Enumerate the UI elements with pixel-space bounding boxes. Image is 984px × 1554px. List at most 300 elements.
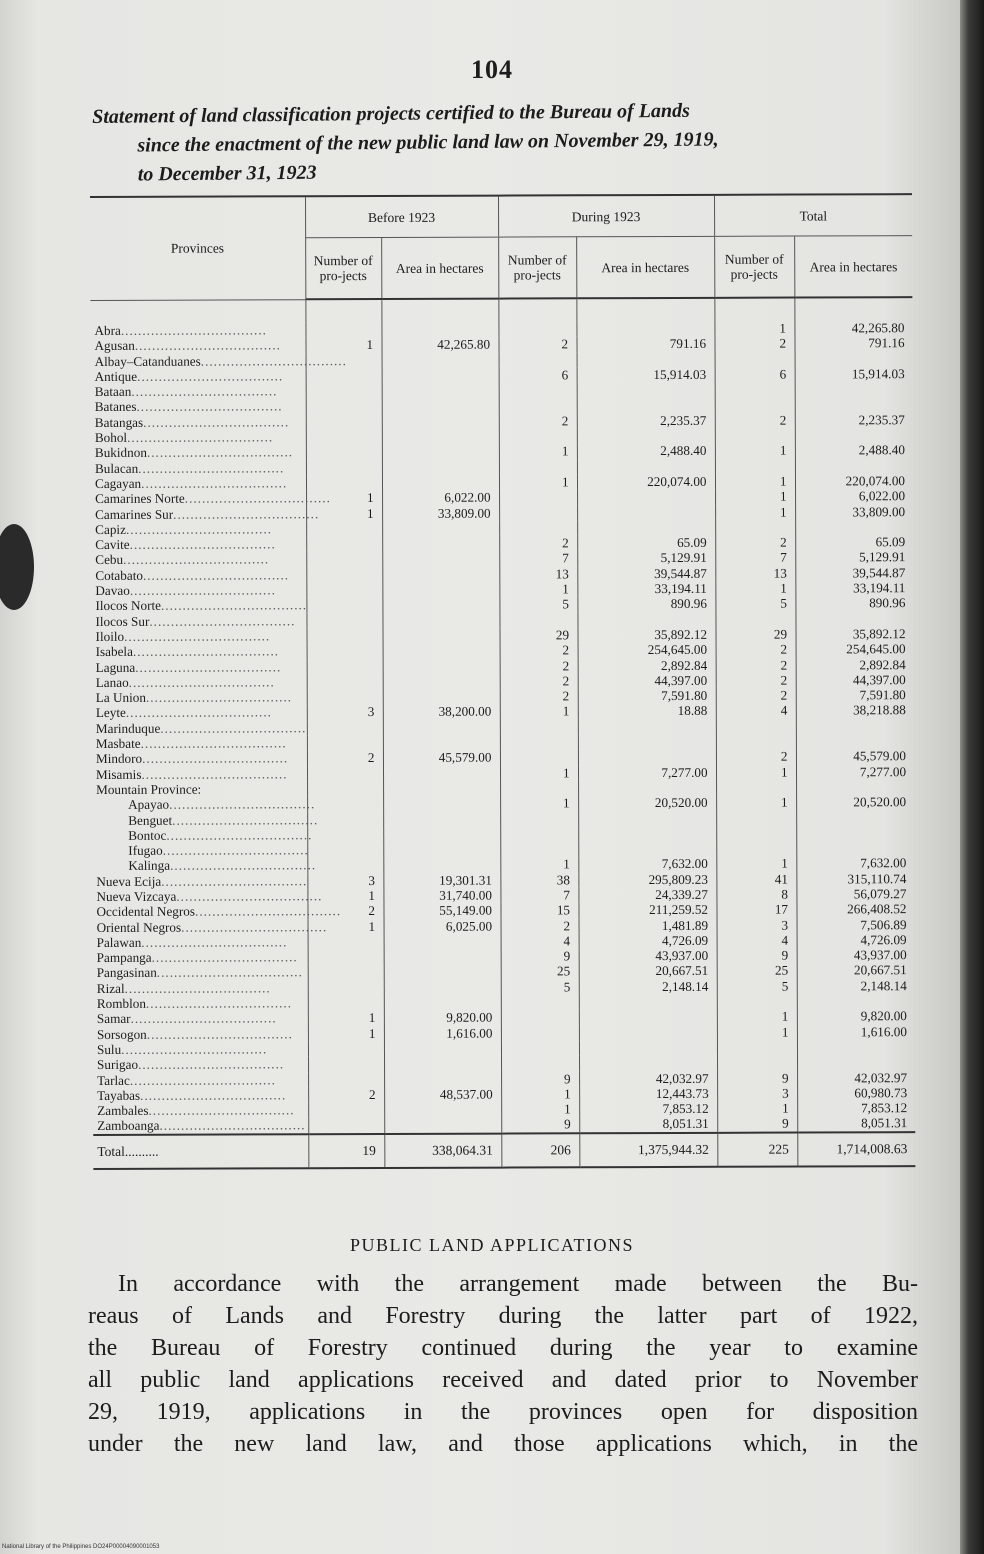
cell-total-area: 5,129.91: [795, 550, 913, 566]
cell-during-area: [577, 520, 715, 536]
cell-total-area: 20,667.51: [797, 963, 915, 979]
cell-during-area: [578, 826, 716, 842]
cell-during-projects: [500, 719, 578, 735]
province-name: Mountain Province:: [96, 781, 202, 797]
total-label: Total..........: [93, 1134, 308, 1169]
cell-during-area: [576, 321, 714, 337]
cell-before-area: [384, 964, 501, 980]
cell-before-area: 6,022.00: [382, 490, 499, 506]
cell-total-projects: [715, 382, 795, 398]
cell-before-projects: [306, 368, 382, 384]
cell-total-area: 42,265.80: [794, 320, 912, 336]
cell-total-projects: 2: [715, 412, 795, 428]
cell-during-area: 7,853.12: [579, 1101, 717, 1117]
cell-total-area: [795, 381, 913, 397]
cell-before-projects: [307, 781, 383, 797]
cell-during-area: 20,520.00: [578, 795, 716, 811]
cell-total-area: 33,809.00: [795, 504, 913, 520]
cell-during-projects: [499, 352, 577, 368]
cell-total-projects: 2: [715, 535, 795, 551]
cell-before-area: [382, 383, 499, 399]
cell-total-area: 7,591.80: [796, 687, 914, 703]
section-title: PUBLIC LAND APPLICATIONS: [349, 1235, 635, 1255]
cell-total-projects: 2: [716, 657, 796, 673]
cell-during-area: [578, 749, 716, 765]
cell-total-projects: [715, 458, 795, 474]
province-name: Rizal..................................: [96, 980, 271, 996]
total-row: [93, 1132, 915, 1169]
total-before-area: 338,064.31: [384, 1133, 501, 1167]
cell-during-projects: [501, 1056, 579, 1072]
cell-before-area: [382, 352, 499, 368]
cell-before-area: [382, 459, 499, 475]
cell-before-area: [384, 995, 501, 1011]
cell-during-projects: 2: [500, 673, 578, 689]
cell-during-projects: [499, 459, 577, 475]
header-before-1923: Before 1923: [305, 196, 498, 238]
province-name: Capiz..................................: [95, 521, 273, 537]
cell-during-area: 44,397.00: [578, 673, 716, 689]
cell-before-area: [382, 536, 499, 552]
cell-total-projects: [715, 428, 795, 444]
cell-during-area: [577, 504, 715, 520]
cell-before-projects: [307, 643, 383, 659]
province-name: Bukidnon..................................: [94, 444, 294, 461]
cell-total-projects: 7: [715, 550, 795, 566]
cell-during-projects: 29: [500, 627, 578, 643]
cell-before-projects: [308, 1056, 384, 1072]
cell-before-area: [384, 1041, 501, 1057]
cell-total-projects: [717, 1055, 797, 1071]
cell-total-projects: 2: [715, 336, 795, 352]
province-name: Mindoro..................................: [95, 750, 289, 767]
cell-total-area: 35,892.12: [796, 626, 914, 642]
cell-before-projects: 1: [306, 490, 382, 506]
cell-during-projects: 5: [501, 979, 579, 995]
cell-before-area: 33,809.00: [382, 505, 499, 521]
cell-during-area: [577, 489, 715, 505]
cell-before-projects: [308, 934, 384, 950]
province-name: Pangasinan..................................: [96, 964, 303, 981]
province-name: Bataan..................................: [94, 383, 278, 400]
cell-total-projects: [715, 519, 795, 535]
cell-during-projects: 2: [500, 643, 578, 659]
province-name: Occidental Negros..................................: [96, 903, 342, 920]
cell-during-area: 33,194.11: [577, 581, 715, 597]
cell-during-area: 295,809.23: [578, 872, 716, 888]
cell-during-projects: 7: [499, 551, 577, 567]
cell-total-area: [796, 718, 914, 734]
cell-during-area: 12,443.73: [579, 1086, 717, 1102]
cell-before-area: 19,301.31: [383, 872, 500, 888]
cell-during-projects: [501, 1025, 579, 1041]
cell-before-projects: 2: [307, 750, 383, 766]
cell-during-projects: 9: [501, 1117, 579, 1134]
cell-before-area: [382, 520, 499, 536]
province-name: Ilocos Norte..................................: [95, 597, 308, 614]
cell-before-area: 1,616.00: [384, 1025, 501, 1041]
cell-total-area: 20,520.00: [796, 794, 914, 810]
cell-during-area: 7,632.00: [578, 856, 716, 872]
cell-during-area: [579, 1040, 717, 1056]
cell-during-area: [579, 1055, 717, 1071]
cell-total-projects: 1: [717, 1009, 797, 1025]
cell-total-area: [795, 611, 913, 627]
paragraph-line: 29, 1919, applications in the provinces open for disposition: [88, 1399, 918, 1425]
cell-before-projects: [307, 735, 383, 751]
cell-total-projects: 9: [717, 1070, 797, 1086]
province-name: Surigao..................................: [97, 1056, 285, 1073]
cell-total-projects: 1: [716, 764, 796, 780]
province-name: Nueva Ecija..................................: [96, 872, 308, 889]
cell-before-area: [381, 322, 498, 338]
header-number-of-projects: Number of pro-jects: [305, 237, 381, 299]
province-name: Camarines Sur..................................: [95, 505, 320, 522]
cell-during-projects: [500, 780, 578, 796]
cell-before-projects: 3: [307, 704, 383, 720]
cell-total-projects: 1: [715, 581, 795, 597]
cell-total-projects: [716, 810, 796, 826]
cell-during-area: 24,339.27: [578, 887, 716, 903]
cell-total-projects: 13: [715, 565, 795, 581]
cell-total-projects: 1: [717, 1101, 797, 1117]
province-name: Apayao..................................: [128, 796, 316, 813]
cell-total-area: [795, 458, 913, 474]
cell-before-projects: 2: [308, 1087, 384, 1103]
cell-during-area: 890.96: [577, 596, 715, 612]
cell-total-projects: 1: [716, 856, 796, 872]
province-name: Palawan..................................: [96, 934, 288, 950]
cell-before-area: [383, 643, 500, 659]
province-name: Misamis..................................: [95, 765, 288, 782]
cell-before-area: [383, 811, 500, 827]
cell-before-projects: 2: [307, 903, 383, 919]
province-name: Bontoc..................................: [128, 827, 313, 843]
cell-before-projects: [307, 674, 383, 690]
cell-before-projects: [306, 536, 382, 552]
cell-before-area: [383, 826, 500, 842]
cell-during-projects: [499, 428, 577, 444]
cell-during-projects: 1: [500, 704, 578, 720]
cell-during-projects: [499, 398, 577, 414]
cell-during-area: 18.88: [578, 703, 716, 719]
cell-before-projects: [308, 1041, 384, 1057]
cell-total-area: [797, 1039, 915, 1055]
cell-before-area: [382, 582, 499, 598]
cell-total-area: 315,110.74: [796, 871, 914, 887]
header-during-1923: During 1923: [498, 195, 714, 237]
province-name: Isabela..................................: [95, 643, 280, 660]
cell-during-area: [578, 841, 716, 857]
cell-during-area: 4,726.09: [579, 933, 717, 949]
cell-before-area: [384, 1102, 501, 1118]
cell-total-area: 44,397.00: [796, 672, 914, 688]
cell-before-projects: [306, 521, 382, 537]
cell-during-area: [579, 1024, 717, 1040]
cell-before-area: [383, 689, 500, 705]
cell-during-projects: [501, 1040, 579, 1056]
cell-during-area: 43,937.00: [579, 948, 717, 964]
cell-total-area: 38,218.88: [796, 703, 914, 719]
cell-total-projects: 3: [717, 1085, 797, 1101]
cell-before-area: [384, 1071, 501, 1087]
cell-during-projects: 1: [501, 1086, 579, 1102]
cell-during-projects: [499, 520, 577, 536]
province-name: Batangas..................................: [94, 414, 290, 430]
cell-during-projects: 5: [499, 597, 577, 613]
page-number: 104: [471, 55, 513, 84]
cell-during-area: [578, 719, 716, 735]
cell-before-projects: [306, 414, 382, 430]
cell-before-area: [384, 933, 501, 949]
cell-total-projects: [717, 1039, 797, 1055]
province-name: Bohol..................................: [94, 429, 274, 446]
cell-before-projects: 1: [308, 1010, 384, 1026]
province-name: Masbate..................................: [95, 735, 287, 751]
header-number-of-projects: Number of pro-jects: [714, 236, 794, 298]
cell-total-area: 9,820.00: [797, 1008, 915, 1024]
cell-before-projects: [307, 827, 383, 843]
cell-during-projects: [501, 994, 579, 1010]
cell-total-projects: 17: [716, 902, 796, 918]
cell-before-projects: [306, 567, 382, 583]
cell-during-area: 211,259.52: [578, 902, 716, 918]
cell-total-area: [796, 840, 914, 856]
cell-during-area: 2,235.37: [577, 413, 715, 429]
table-body: [90, 297, 915, 1135]
cell-total-area: [796, 733, 914, 749]
cell-during-projects: 2: [499, 413, 577, 429]
province-name: Tarlac..................................: [97, 1071, 276, 1088]
header-total: Total: [714, 194, 912, 236]
page-binding-edge: [960, 0, 984, 1554]
cell-total-projects: [716, 718, 796, 734]
paragraph-line: all public land applications received and dated prior to November: [88, 1367, 918, 1393]
province-name: Laguna..................................: [95, 658, 282, 675]
cell-during-area: [579, 1009, 717, 1025]
cell-total-area: 8,051.31: [797, 1116, 915, 1133]
cell-before-projects: [308, 1102, 384, 1118]
cell-before-projects: 1: [308, 919, 384, 935]
cell-total-area: 1,616.00: [797, 1024, 915, 1040]
cell-before-area: [382, 551, 499, 567]
province-name: Ilocos Sur..................................: [95, 612, 296, 629]
cell-during-projects: 2: [500, 688, 578, 704]
paragraph-line: under the new land law, and those applications which, in the: [88, 1431, 918, 1457]
cell-total-projects: [716, 825, 796, 841]
province-name: Kalinga..................................: [128, 857, 317, 874]
cell-during-area: 254,645.00: [578, 642, 716, 658]
cell-total-projects: 3: [717, 917, 797, 933]
paragraph-line: reaus of Lands and Forestry during the latter part of 1922,: [88, 1303, 918, 1329]
cell-before-area: [382, 444, 499, 460]
cell-before-area: 42,265.80: [381, 337, 498, 353]
cell-during-area: 5,129.91: [577, 550, 715, 566]
cell-before-area: [384, 1056, 501, 1072]
province-name: Leyte..................................: [95, 704, 272, 721]
cell-during-area: 2,148.14: [579, 979, 717, 995]
cell-during-projects: 13: [499, 566, 577, 582]
cell-before-projects: [306, 582, 382, 598]
cell-during-projects: 1: [499, 581, 577, 597]
cell-during-area: [577, 428, 715, 444]
cell-total-projects: 1: [714, 321, 794, 337]
cell-during-projects: 1: [501, 1101, 579, 1117]
header-provinces: Provinces: [90, 196, 305, 300]
cell-during-area: 220,074.00: [577, 474, 715, 490]
cell-total-projects: 4: [716, 703, 796, 719]
cell-total-projects: 25: [717, 963, 797, 979]
cell-before-area: 9,820.00: [384, 1010, 501, 1026]
cell-before-area: [382, 475, 499, 491]
cell-total-projects: 8: [716, 887, 796, 903]
cell-before-area: [382, 413, 499, 429]
cell-before-area: [383, 857, 500, 873]
cell-before-projects: [307, 689, 383, 705]
province-name: Cebu..................................: [95, 551, 270, 568]
cell-total-projects: 1: [715, 489, 795, 505]
province-name: Ifugao..................................: [128, 842, 309, 858]
cell-total-area: 220,074.00: [795, 473, 913, 489]
cell-total-area: [796, 779, 914, 795]
cell-before-area: 38,200.00: [383, 704, 500, 720]
cell-before-area: [382, 566, 499, 582]
cell-before-area: [382, 367, 499, 383]
cell-during-projects: 1: [500, 765, 578, 781]
header-area-hectares: Area in hectares: [381, 237, 498, 299]
cell-total-projects: 2: [716, 672, 796, 688]
cell-during-area: 791.16: [577, 336, 715, 352]
cell-total-projects: [716, 734, 796, 750]
cell-total-projects: 1: [717, 1024, 797, 1040]
province-name: Bulacan..................................: [94, 459, 285, 476]
cell-total-projects: [716, 779, 796, 795]
cell-before-area: [384, 949, 501, 965]
cell-during-projects: [500, 811, 578, 827]
cell-total-area: [795, 519, 913, 535]
cell-before-area: 31,740.00: [383, 888, 500, 904]
province-name: Sorsogon..................................: [96, 1025, 293, 1042]
cell-total-projects: 6: [715, 366, 795, 382]
cell-total-projects: [715, 351, 795, 367]
province-name: Zambales..................................: [97, 1102, 295, 1119]
cell-total-area: 65.09: [795, 534, 913, 550]
cell-total-area: [795, 351, 913, 367]
cell-during-projects: 25: [501, 964, 579, 980]
province-name: Zamboanga..................................: [97, 1117, 306, 1134]
cell-before-area: 48,537.00: [384, 1086, 501, 1102]
cell-total-projects: 9: [717, 1116, 797, 1133]
cell-during-projects: [500, 750, 578, 766]
cell-total-area: 39,544.87: [795, 565, 913, 581]
cell-before-projects: [308, 995, 384, 1011]
cell-during-projects: [500, 826, 578, 842]
cell-during-projects: [499, 505, 577, 521]
cell-during-projects: 9: [501, 1071, 579, 1087]
cell-during-area: [577, 351, 715, 367]
cell-total-area: 7,853.12: [797, 1100, 915, 1116]
cell-before-projects: [308, 980, 384, 996]
cell-before-area: [383, 842, 500, 858]
cell-before-area: [383, 719, 500, 735]
cell-total-area: [797, 993, 915, 1009]
cell-before-projects: [306, 613, 382, 629]
province-name: Cagayan..................................: [94, 475, 288, 491]
cell-during-area: 2,488.40: [577, 443, 715, 459]
province-name: Marinduque..................................: [95, 719, 307, 736]
cell-before-projects: 1: [308, 1026, 384, 1042]
land-classification-table: [90, 193, 915, 1170]
province-name: Agusan..................................: [94, 337, 281, 354]
cell-during-projects: 2: [500, 658, 578, 674]
cell-before-projects: 1: [307, 888, 383, 904]
cell-during-projects: 4: [501, 933, 579, 949]
cell-during-projects: 15: [500, 903, 578, 919]
cell-total-projects: 1: [715, 474, 795, 490]
cell-total-area: 791.16: [795, 335, 913, 351]
province-name: Abra..................................: [94, 322, 267, 338]
province-name: Sulu..................................: [96, 1041, 268, 1057]
cell-during-area: 42,032.97: [579, 1070, 717, 1086]
cell-total-area: 42,032.97: [797, 1070, 915, 1086]
cell-total-area: 45,579.00: [796, 748, 914, 764]
cell-before-projects: [306, 475, 382, 491]
cell-before-projects: [306, 398, 382, 414]
province-name: Pampanga..................................: [96, 949, 298, 966]
table-caption: [92, 94, 933, 190]
cell-total-area: [796, 810, 914, 826]
cell-during-area: [579, 994, 717, 1010]
cell-during-projects: 7: [500, 887, 578, 903]
cell-total-area: 254,645.00: [796, 641, 914, 657]
cell-during-projects: 2: [499, 337, 577, 353]
cell-total-projects: 2: [716, 749, 796, 765]
cell-total-area: 2,235.37: [795, 412, 913, 428]
cell-during-projects: 9: [501, 948, 579, 964]
cell-during-projects: [499, 382, 577, 398]
total-total-area: 1,714,008.63: [797, 1132, 915, 1166]
province-name: Davao..................................: [95, 582, 276, 599]
cell-during-area: 2,892.84: [578, 657, 716, 673]
cell-during-projects: [498, 321, 576, 337]
cell-total-projects: 5: [715, 596, 795, 612]
cell-before-area: [384, 1117, 501, 1134]
cell-total-projects: [717, 994, 797, 1010]
footer-tag: National Library of the Philippines DO24P00004090001053: [2, 1544, 160, 1550]
caption-line: to December 31, 1923: [137, 161, 317, 186]
cell-total-area: [797, 1054, 915, 1070]
paragraph-line: the Bureau of Forestry continued during the year to examine: [88, 1335, 918, 1361]
header-area-hectares: Area in hectares: [576, 236, 714, 298]
cell-before-area: [382, 612, 499, 628]
cell-during-area: [577, 458, 715, 474]
province-name: Iloilo..................................: [95, 628, 271, 644]
cell-before-area: 55,149.00: [383, 903, 500, 919]
header-number-of-projects: Number of pro-jects: [498, 237, 576, 299]
province-name: La Union..................................: [95, 689, 293, 706]
cell-before-area: [383, 658, 500, 674]
cell-total-area: 60,980.73: [797, 1085, 915, 1101]
cell-during-area: 65.09: [577, 535, 715, 551]
cell-total-area: 2,148.14: [797, 978, 915, 994]
cell-before-area: [382, 398, 499, 414]
total-during-area: 1,375,944.32: [579, 1133, 717, 1167]
province-name: Benguet..................................: [128, 811, 319, 828]
cell-before-area: 45,579.00: [383, 750, 500, 766]
province-name: Batanes..................................: [94, 398, 283, 415]
cell-total-area: [795, 397, 913, 413]
cell-during-area: 20,667.51: [579, 963, 717, 979]
